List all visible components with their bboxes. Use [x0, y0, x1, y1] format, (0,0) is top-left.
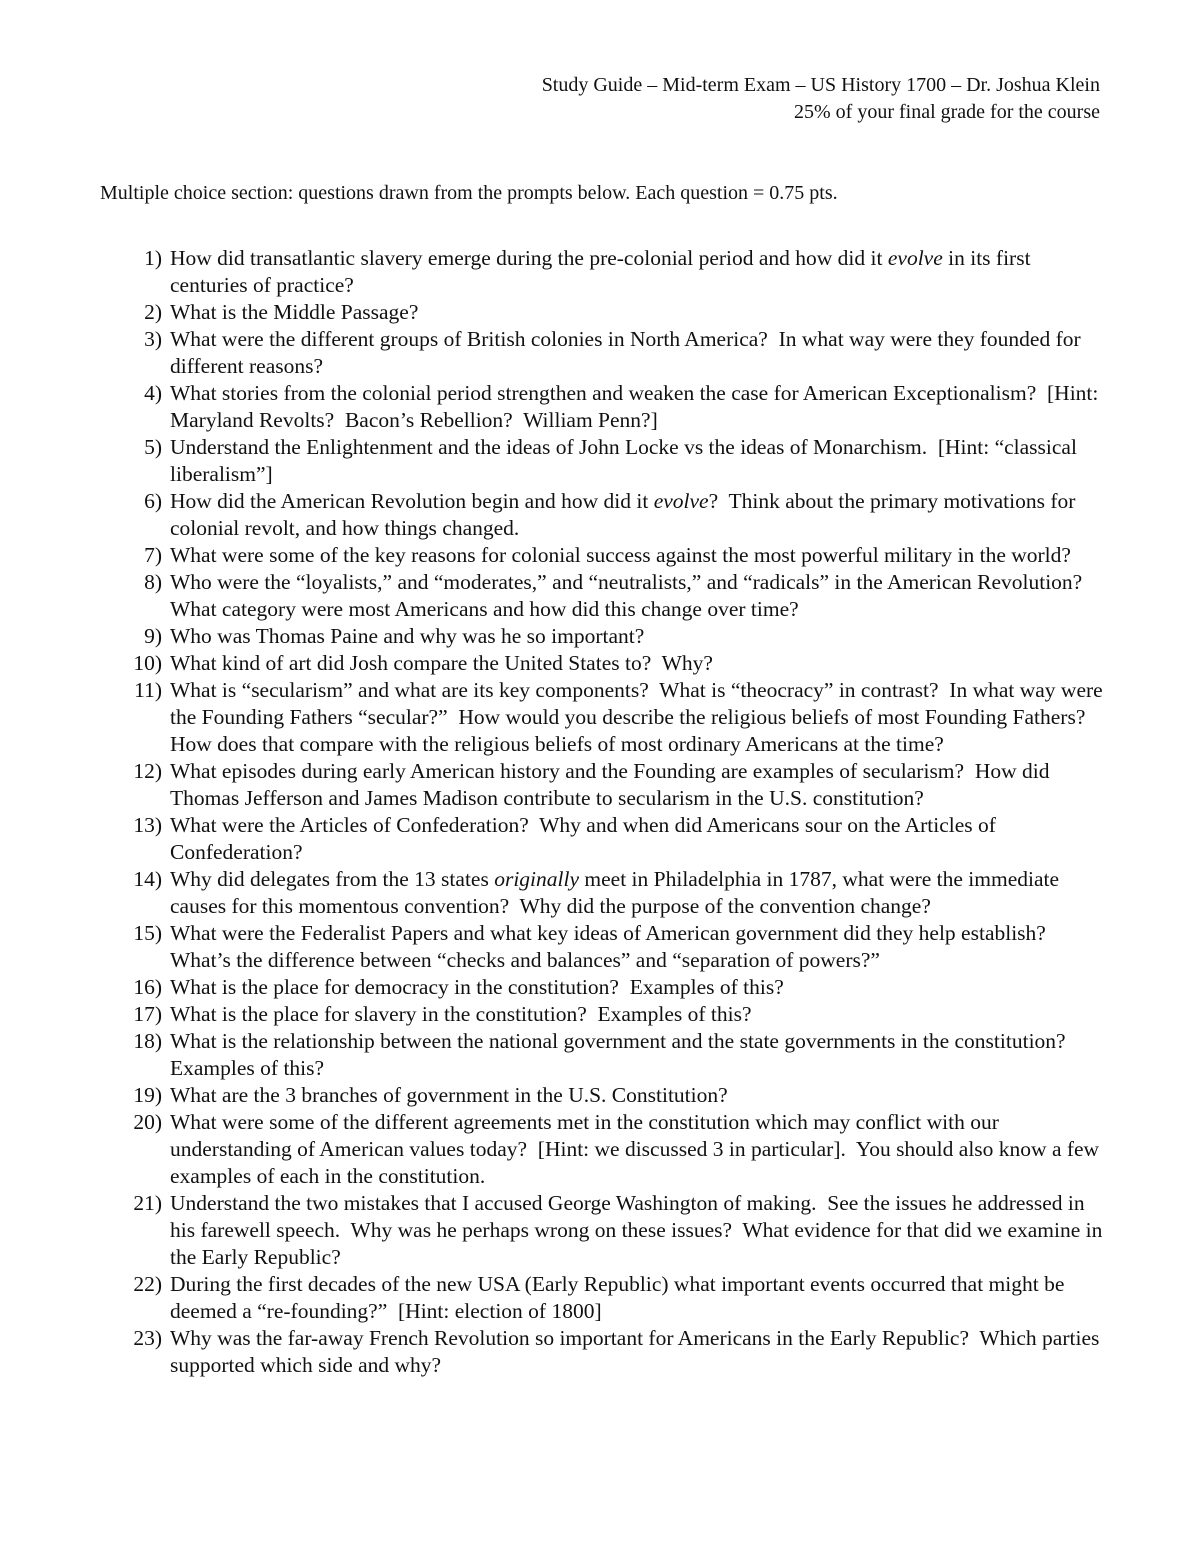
header-subtitle: 25% of your final grade for the course [794, 101, 1100, 123]
question-item [100, 1325, 1110, 1379]
question-number: 15) [133, 921, 162, 945]
question-text: What kind of art did Josh compare the United States to? Why? [170, 651, 713, 675]
question-number: 21) [133, 1191, 162, 1215]
question-item [100, 542, 1110, 569]
question-text: What stories from the colonial period strengthen and weaken the case for American Exceptionalism? [Hint: Maryland Revolts? Bacon’s Rebellion? William Penn?] [170, 381, 1104, 432]
question-number: 10) [133, 651, 162, 675]
question-text: What are the 3 branches of government in the U.S. Constitution? [170, 1083, 728, 1107]
question-text: What were some of the key reasons for colonial success against the most powerful military in the world? [170, 543, 1071, 567]
question-number: 12) [133, 759, 162, 783]
question-item [100, 812, 1110, 866]
question-item [100, 1082, 1110, 1109]
question-number: 13) [133, 813, 162, 837]
question-number: 22) [133, 1272, 162, 1296]
question-number: 8) [144, 570, 162, 594]
question-item [100, 974, 1110, 1001]
question-text: What were some of the different agreements met in the constitution which may conflict with our understanding of American values today? [Hint: we discussed 3 in particular]. You should also know a few examples of each in the constitution. [170, 1110, 1105, 1188]
question-emphasis: originally [494, 867, 580, 891]
question-item [100, 866, 1110, 920]
question-item [100, 434, 1110, 488]
question-item [100, 920, 1110, 974]
question-item [100, 623, 1110, 650]
question-item [100, 1190, 1110, 1271]
question-text: What is the place for democracy in the constitution? Examples of this? [170, 975, 784, 999]
question-number: 3) [144, 327, 162, 351]
question-text: What is “secularism” and what are its key components? What is “theocracy” in contrast? In what way were the Founding Fathers “secular?” How would you describe the religious beliefs of most Founding Fathers? How does that compare with the religious beliefs of most ordinary Americans at the time? [170, 678, 1109, 756]
question-text: Why was the far-away French Revolution so important for Americans in the Early Republic? Which parties supported which side and why? [170, 1326, 1105, 1377]
question-text: Who was Thomas Paine and why was he so important? [170, 624, 645, 648]
question-number: 19) [133, 1083, 162, 1107]
question-text: During the first decades of the new USA (Early Republic) what important events occurred that might be deemed a “re-founding?” [Hint: election of 1800] [170, 1272, 1070, 1323]
question-list [100, 245, 1110, 1379]
question-text: Why did delegates from the 13 states [170, 867, 495, 891]
question-text: What is the relationship between the national government and the state governments in the constitution? Examples of this? [170, 1029, 1071, 1080]
question-text: How did the American Revolution begin and how did it [170, 489, 654, 513]
question-number: 7) [144, 543, 162, 567]
question-number: 11) [134, 678, 162, 702]
question-text: What is the Middle Passage? [170, 300, 419, 324]
question-text: Who were the “loyalists,” and “moderates,” and “neutralists,” and “radicals” in the American Revolution? What category were most Americans and how did this change over time? [170, 570, 1093, 621]
question-item [100, 488, 1110, 542]
question-number: 1) [144, 246, 162, 270]
question-number: 17) [133, 1002, 162, 1026]
question-number: 18) [133, 1029, 162, 1053]
question-text: How did transatlantic slavery emerge during the pre-colonial period and how did it [170, 246, 888, 270]
document-header [542, 72, 1100, 126]
question-item [100, 245, 1110, 299]
question-text: What were the Federalist Papers and what key ideas of American government did they help establish? What’s the difference between “checks and balances” and “separation of powers?” [170, 921, 1057, 972]
question-number: 5) [144, 435, 162, 459]
question-number: 16) [133, 975, 162, 999]
question-text: in its first centuries of practice? [170, 246, 1036, 297]
question-item [100, 326, 1110, 380]
question-text: What were the different groups of British colonies in North America? In what way were they founded for different reasons? [170, 327, 1087, 378]
question-number: 4) [144, 381, 162, 405]
question-number: 2) [144, 300, 162, 324]
question-item [100, 1109, 1110, 1190]
question-text: What is the place for slavery in the constitution? Examples of this? [170, 1002, 752, 1026]
question-item [100, 569, 1110, 623]
question-text: Understand the two mistakes that I accused George Washington of making. See the issues he addressed in his farewell speech. Why was he perhaps wrong on these issues? What evidence for that did we examine in the Early Republic? [170, 1191, 1108, 1269]
question-text: What were the Articles of Confederation? Why and when did Americans sour on the Articles of Confederation? [170, 813, 1002, 864]
question-item [100, 677, 1110, 758]
question-item [100, 650, 1110, 677]
question-item [100, 1028, 1110, 1082]
question-number: 9) [144, 624, 162, 648]
question-text: What episodes during early American history and the Founding are examples of secularism? How did Thomas Jefferson and James Madison contribute to secularism in the U.S. constitution? [170, 759, 1055, 810]
question-text: meet in Philadelphia in 1787, what were the immediate causes for this momentous convention? Why did the purpose of the convention change? [170, 867, 1065, 918]
question-item [100, 299, 1110, 326]
header-title: Study Guide – Mid-term Exam – US History 1700 – Dr. Joshua Klein [541, 74, 1100, 96]
question-number: 6) [144, 489, 162, 513]
question-item [100, 758, 1110, 812]
question-text: Understand the Enlightenment and the ideas of John Locke vs the ideas of Monarchism. [Hint: “classical liberalism”] [170, 435, 1083, 486]
question-number: 14) [133, 867, 162, 891]
question-number: 20) [133, 1110, 162, 1134]
question-item [100, 1271, 1110, 1325]
question-item [100, 380, 1110, 434]
question-item [100, 1001, 1110, 1028]
question-text: ? Think about the primary motivations for colonial revolt, and how things changed. [170, 489, 1081, 540]
question-number: 23) [133, 1326, 162, 1350]
question-emphasis: evolve [653, 489, 709, 513]
section-intro: Multiple choice section: questions drawn from the prompts below. Each question = 0.75 pts. [100, 182, 838, 204]
question-emphasis: evolve [887, 246, 943, 270]
